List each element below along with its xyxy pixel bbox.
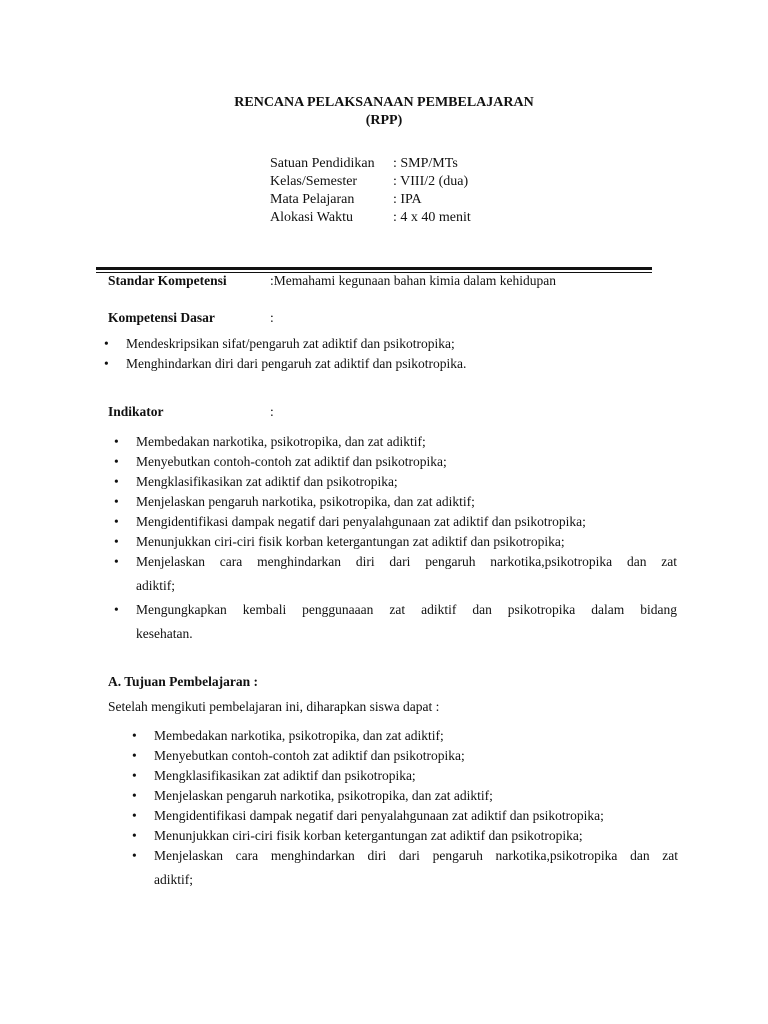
list-item: • Menjelaskan pengaruh narkotika, psikotropika, dan zat adiktif; xyxy=(154,786,678,806)
bullet-icon: • xyxy=(114,602,119,617)
bullet-icon: • xyxy=(132,768,137,783)
list-item: • Mengidentifikasi dampak negatif dari penyalahgunaan zat adiktif dan psikotropika; xyxy=(154,806,678,826)
bullet-icon: • xyxy=(132,808,137,823)
meta-value: : VIII/2 (dua) xyxy=(393,174,469,189)
meta-value: : SMP/MTs xyxy=(393,156,458,171)
tujuan-list xyxy=(132,726,678,894)
tujuan-intro: Setelah mengikuti pembelajaran ini, diharapkan siswa dapat : xyxy=(108,699,440,714)
meta-key: Alokasi Waktu xyxy=(270,210,353,225)
list-item: • Menunjukkan ciri-ciri fisik korban ketergantungan zat adiktif dan psikotropika; xyxy=(154,826,678,846)
list-item: • Menyebutkan contoh-contoh zat adiktif dan psikotropika; xyxy=(154,746,678,766)
bullet-icon: • xyxy=(114,454,119,469)
document-subtitle: (RPP) xyxy=(365,113,403,128)
meta-value: : 4 x 40 menit xyxy=(393,210,471,225)
bullet-icon: • xyxy=(114,554,119,569)
bullet-icon: • xyxy=(132,788,137,803)
list-item: • Mengungkapkan kembali penggunaaan zat adiktif dan psikotropika dalam bidang kesehatan. xyxy=(114,602,677,641)
bullet-icon: • xyxy=(114,434,119,449)
list-item: • Membedakan narkotika, psikotropika, dan zat adiktif; xyxy=(154,726,678,746)
list-item: • Mengidentifikasi dampak negatif dari penyalahgunaan zat adiktif dan psikotropika; xyxy=(136,512,677,532)
list-item: • Menyebutkan contoh-contoh zat adiktif dan psikotropika; xyxy=(136,452,677,472)
indikator-label: Indikator xyxy=(108,404,164,419)
list-item: • Menghindarkan diri dari pengaruh zat adiktif dan psikotropika. xyxy=(126,354,686,374)
bullet-icon: • xyxy=(104,356,109,371)
list-item: • Menjelaskan cara menghindarkan diri dari pengaruh narkotika,psikotropika dan zat adiktif; xyxy=(114,554,677,593)
bullet-icon: • xyxy=(132,748,137,763)
bullet-icon: • xyxy=(104,336,109,351)
bullet-icon: • xyxy=(114,474,119,489)
bullet-icon: • xyxy=(114,494,119,509)
indikator-list xyxy=(114,432,677,648)
standar-value: :Memahami kegunaan bahan kimia dalam kehidupan xyxy=(270,273,557,288)
meta-key: Mata Pelajaran xyxy=(270,192,355,207)
meta-key: Kelas/Semester xyxy=(270,174,358,189)
meta-key: Satuan Pendidikan xyxy=(270,156,375,171)
list-item: • Mendeskripsikan sifat/pengaruh zat adiktif dan psikotropika; xyxy=(126,334,686,354)
divider-thick xyxy=(96,267,652,270)
bullet-icon: • xyxy=(132,728,137,743)
bullet-icon: • xyxy=(114,514,119,529)
list-item: • Menjelaskan cara menghindarkan diri dari pengaruh narkotika,psikotropika dan zat adiktif; xyxy=(132,848,678,887)
bullet-icon: • xyxy=(132,828,137,843)
document-title: RENCANA PELAKSANAAN PEMBELAJARAN xyxy=(234,95,534,110)
list-item: • Menjelaskan pengaruh narkotika, psikotropika, dan zat adiktif; xyxy=(136,492,677,512)
list-item: • Membedakan narkotika, psikotropika, dan zat adiktif; xyxy=(136,432,677,452)
tujuan-heading: A. Tujuan Pembelajaran : xyxy=(108,674,259,689)
bullet-icon: • xyxy=(114,534,119,549)
list-item: • Mengklasifikasikan zat adiktif dan psikotropika; xyxy=(136,472,677,492)
bullet-icon: • xyxy=(132,848,137,863)
kompetensi-colon: : xyxy=(270,310,274,325)
indikator-colon: : xyxy=(270,404,274,419)
list-item: • Menunjukkan ciri-ciri fisik korban ketergantungan zat adiktif dan psikotropika; xyxy=(136,532,677,552)
list-item: • Mengklasifikasikan zat adiktif dan psikotropika; xyxy=(154,766,678,786)
kompetensi-label: Kompetensi Dasar xyxy=(108,310,215,325)
meta-value: : IPA xyxy=(393,192,422,207)
standar-label: Standar Kompetensi xyxy=(108,273,227,288)
kompetensi-list xyxy=(104,334,686,374)
